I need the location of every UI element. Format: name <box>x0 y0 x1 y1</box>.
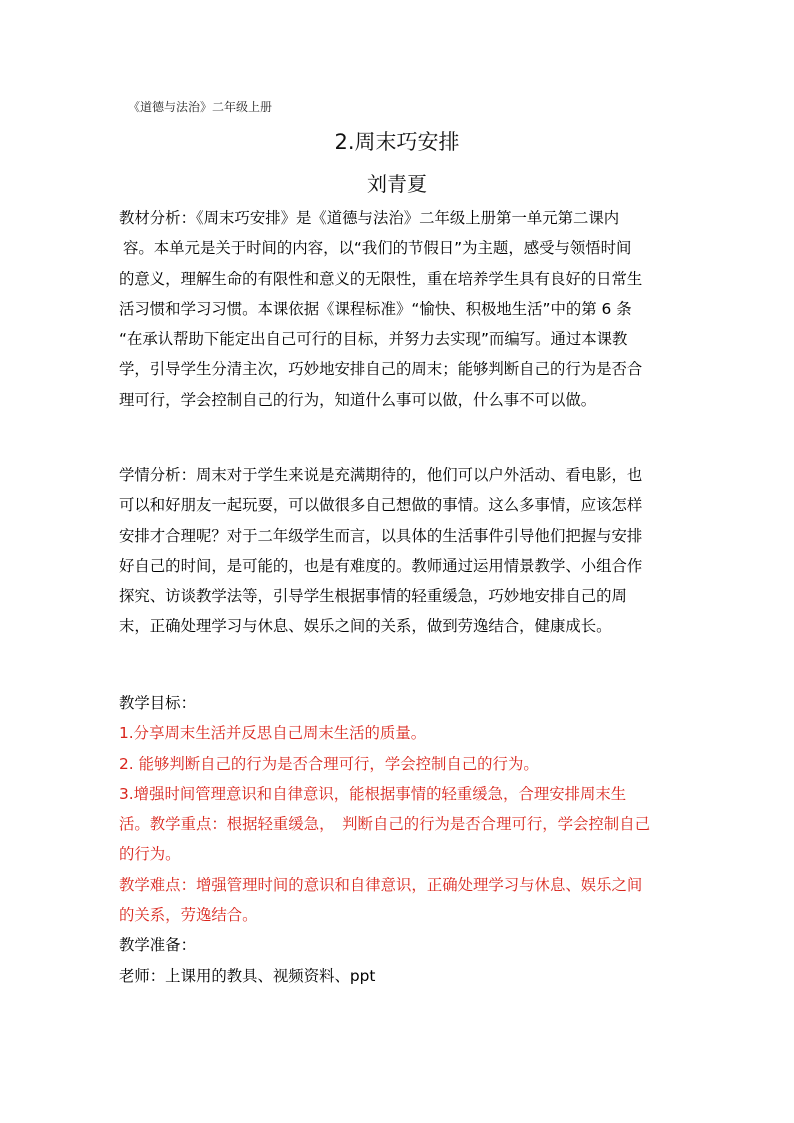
analysis-line: “在承认帮助下能定出自己可行的目标，并努力去实现”而编写。通过本课教 <box>119 330 628 349</box>
difficulty-item: 教学难点：增强管理时间的意识和自律意识，正确处理学习与休息、娱乐之间 <box>119 875 643 894</box>
analysis-line: 教材分析：《周末巧安排》是《道德与法治》二年级上册第一单元第二课内 <box>119 209 620 227</box>
student-line: 安排才合理呢？对于二年级学生而言，以具体的生活事件引导他们把握与安排 <box>119 526 643 545</box>
student-line: 可以和好朋友一起玩耍，可以做很多自己想做的事情。这么多事情，应该怎样 <box>119 496 643 515</box>
analysis-line: 容。本单元是关于时间的内容，以“我们的节假日”为主题，感受与领悟时间 <box>123 239 632 258</box>
student-line: 学情分析：周末对于学生来说是充满期待的，他们可以户外活动、看电影，也 <box>119 466 643 484</box>
goal-item: 活。教学重点：根据轻重缓急， 判断自己的行为是否合理可行，学会控制自己 <box>119 815 650 834</box>
analysis-line: 的意义，理解生命的有限性和意义的无限性，重在培养学生具有良好的日常生 <box>119 269 643 288</box>
student-analysis-paragraph <box>119 460 679 642</box>
goal-item: 3.增强时间管理意识和自律意识，能根据事情的轻重缓急，合理安排周末生 <box>119 784 627 803</box>
prep-heading: 教学准备： <box>119 936 196 955</box>
goal-item: 2. 能够判断自己的行为是否合理可行，学会控制自己的行为。 <box>119 754 539 773</box>
student-line: 末，正确处理学习与休息、娱乐之间的关系，做到劳逸结合，健康成长。 <box>119 617 612 636</box>
analysis-line: 学，引导学生分清主次，巧妙地安排自己的周末；能够判断自己的行为是否合 <box>119 360 643 379</box>
student-line: 好自己的时间，是可能的，也是有难度的。教师通过运用情景教学、小组合作 <box>119 556 643 575</box>
analysis-line: 活习惯和学习习惯。本课依据《课程标准》“愉快、积极地生活”中的第 6 条 <box>119 299 632 318</box>
subject-caption: 《道德与法治》二年级上册 <box>128 100 273 114</box>
teaching-goals-section <box>119 688 679 991</box>
prep-teacher: 老师：上课用的教具、视频资料、ppt <box>119 966 376 985</box>
goals-heading: 教学目标： <box>119 694 196 712</box>
textbook-analysis-paragraph <box>119 203 679 415</box>
author-name: 刘青夏 <box>367 172 427 196</box>
goal-item: 1.分享周末生活并反思自己周末生活的质量。 <box>119 724 427 743</box>
lesson-title: 2.周末巧安排 <box>334 130 460 154</box>
analysis-line: 理可行，学会控制自己的行为，知道什么事可以做，什么事不可以做。 <box>119 390 597 409</box>
goal-item: 的行为。 <box>119 845 181 864</box>
difficulty-item: 的关系，劳逸结合。 <box>119 906 258 925</box>
student-line: 探究、访谈教学法等，引导学生根据事情的轻重缓急，巧妙地安排自己的周 <box>119 587 627 606</box>
